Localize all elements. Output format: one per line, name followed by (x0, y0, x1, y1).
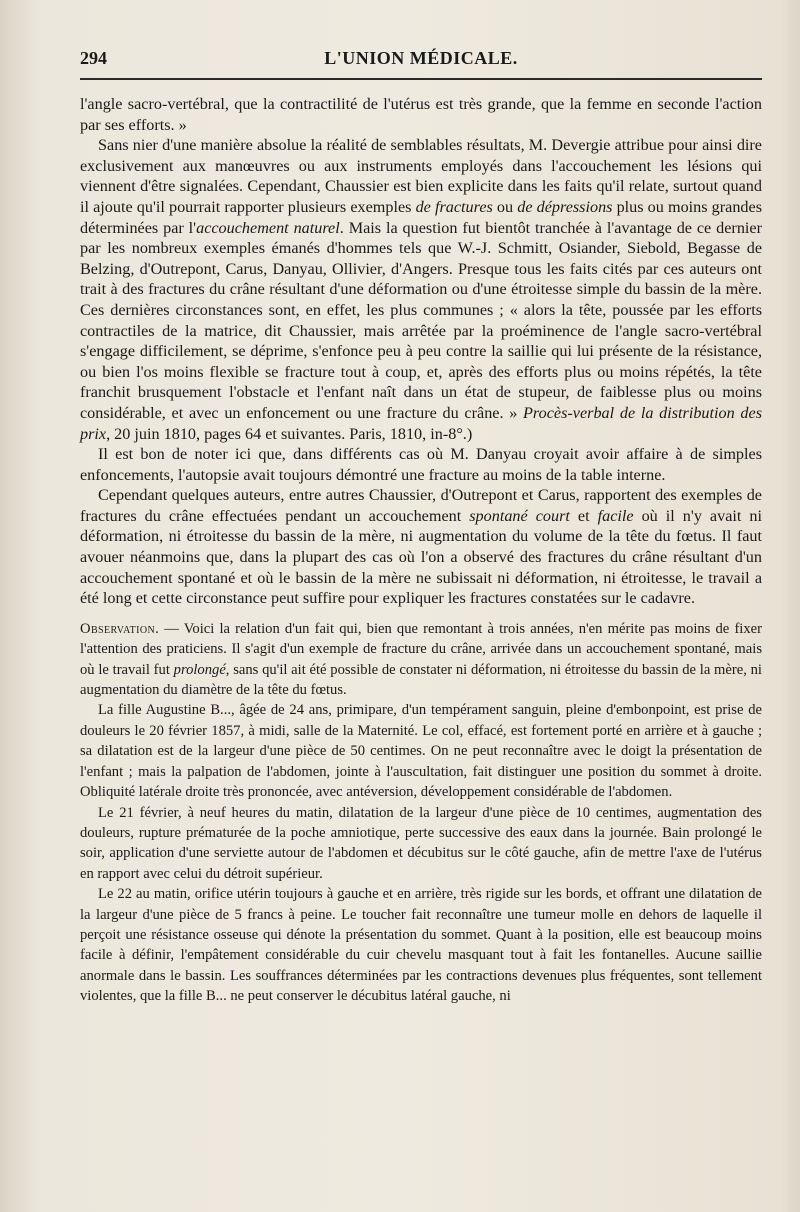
paragraph-devergie (80, 135, 762, 444)
header-rule (80, 78, 762, 80)
italic-run: de dépressions (517, 197, 613, 216)
text-run: Sans nier d'une manière absolue la réalité de semblables résultats, M. Devergie attribue pour ainsi dire exclusivement aux manœuvres ou aux instruments employés dans l'accouchement les lésions qui viennent d'être signalées. Cependant, Chaussier est bien explicite dans les faits qu'il relate, surtout quand il ajoute qu'il pourrait rapporter plusieurs exemples (80, 136, 762, 216)
journal-title: L'UNION MÉDICALE. (324, 48, 518, 68)
italic-run: accouchement naturel (196, 218, 340, 237)
italic-run: de fractures (415, 197, 493, 216)
running-head (80, 48, 762, 76)
paragraph-danyau: Il est bon de noter ici que, dans différents cas où M. Danyau croyait avoir affaire à de simples enfoncements, l'autopsie avait toujours démontré une fracture au moins de la table interne. (80, 445, 762, 484)
text-run: où il n'y avait ni déformation, ni étroitesse du bassin de la mère, ni augmentation du volume de la tête du fœtus. Il faut avouer néanmoins que, dans la plupart des cas où l'on a observé des fractures du crâne résultant d'un accouchement spontané et où le bassin de la mère ne subissait ni déformation, ni étroitesse, le travail a été long et cette circonstance peut suffire pour expliquer les fractures constatées sur le cadavre. (80, 506, 762, 608)
observation-paragraph: La fille Augustine B..., âgée de 24 ans, primipare, d'un tempérament sanguin, pleine d'embonpoint, est prise de douleurs le 20 février 1857, à midi, salle de la Maternité. Le col, effacé, est fortement porté en arrière et à gauche ; sa dilatation est de la largeur d'une pièce de 50 centimes. On ne peut reconnaître avec le doigt la présentation de l'enfant ; mais la palpation de l'abdomen, jointe à l'auscultation, fait distinguer une position du sommet à droite. Obliquité latérale droite très prononcée, avec antéversion, développement considérable de l'abdomen. (80, 702, 762, 801)
text-run: . Mais la question fut bientôt tranchée à l'avantage de ce dernier par les nombreux exemples émanés d'hommes tels que W.-J. Schmitt, Osiander, Siebold, Begasse de Belzing, d'Outrepont, Carus, Danyau, Ollivier, d'Angers. Presque tous les faits cités par ces auteurs ont trait à des fractures du crâne résultant d'une déformation ou d'une étroitesse simple du bassin de la mère. Ces dernières circonstances sont, en effet, les plus communes ; « alors la tête, poussée par les efforts contractiles de la matrice, dit Chaussier, mais arrêtée par la proéminence de l'angle sacro-vertébral s'engage difficilement, se déprime, s'enfonce peu à peu contre la saillie qui lui présente de la résistance, ou bien l'os moins flexible se fracture tout à coup, et, après des efforts plus ou moins répétés, la tête franchit brusquement l'obstacle et l'enfant naît dans un état de stupeur, de faiblesse plus ou moins considérable, et avec un enfoncement ou une fracture du crâne. » (80, 218, 762, 422)
text-run: Cependant quelques auteurs, entre autres Chaussier, d'Outrepont et Carus, rapportent des exemples de fractures du crâne effectuées pendant un accouchement (80, 486, 762, 525)
text-run: et (569, 506, 598, 525)
observation-intro (80, 619, 762, 701)
text-run: ou (492, 197, 518, 216)
observation-paragraph: Le 22 au matin, orifice utérin toujours à gauche et en arrière, très rigide sur les bords, et offrant une dilatation de la largeur d'une pièce de 5 francs à peine. Le toucher fait reconnaître une tumeur molle en dehors de laquelle il perçoit une résistance osseuse qui dénote la présentation du sommet. Quant à la position, elle est beaucoup moins facile à définir, l'empâtement considérable du cuir chevelu masquant tout à fait les fontanelles. Aucune saillie anormale dans le bassin. Les souffrances déterminées par les contractions devenues plus fréquentes, sont tellement violentes, que la fille B... ne peut conserver le décubitus latéral gauche, ni (80, 886, 762, 1005)
main-text (80, 94, 762, 609)
text-run: — Voici la relation d'un fait qui, bien que remontant à trois années, n'en mérite pas moins de fixer l'attention des praticiens. Il s'agit d'un exemple de fracture du crâne, arrivée dans un accouchement spontané, mais où le travail fut (80, 620, 762, 678)
text-run: plus ou moins grandes déterminées par l' (80, 197, 762, 237)
italic-run: spontané court (469, 506, 570, 525)
observation-section (80, 619, 762, 1007)
observation-paragraph: Le 21 février, à neuf heures du matin, dilatation de la largeur d'une pièce de 10 centimes, augmentation des douleurs, rupture prématurée de la poche amniotique, perte successive des eaux dans la journée. Bain prolongé le soir, application d'une serviette autour de l'abdomen et décubitus sur le côté gauche, afin de mettre l'axe de l'utérus en rapport avec celui du détroit supérieur. (80, 804, 762, 882)
text-run: , sans qu'il ait été possible de constater ni déformation, ni étroitesse du bassin de la mère, ni augmentation du diamètre de la tête du fœtus. (80, 661, 762, 699)
paragraph-cependant (80, 485, 762, 609)
page-number: 294 (80, 48, 107, 68)
text-run: , 20 juin 1810, pages 64 et suivantes. Paris, 1810, in-8°.) (106, 424, 473, 443)
italic-citation: Procès-verbal de la distribution des prix (80, 403, 762, 443)
paragraph-continuation: l'angle sacro-vertébral, que la contractilité de l'utérus est très grande, que la femme en seconde l'action par ses efforts. » (80, 95, 762, 134)
italic-run: prolongé (173, 661, 226, 678)
observation-label: Observation. (80, 620, 160, 637)
italic-run: facile (597, 506, 634, 525)
